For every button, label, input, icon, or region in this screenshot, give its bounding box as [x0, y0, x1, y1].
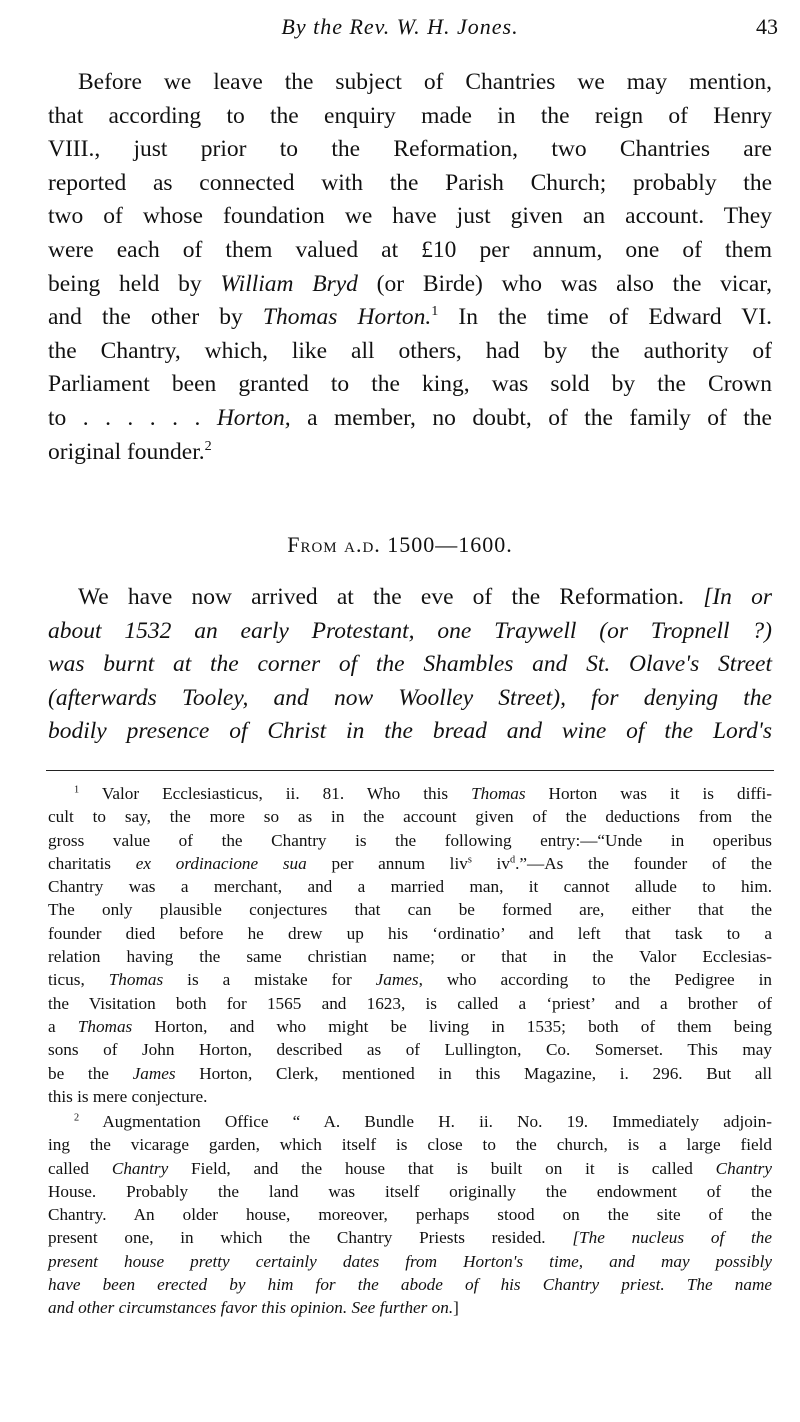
- text-line: [48, 922, 772, 945]
- superscript: 1: [74, 784, 80, 796]
- italic-text: [The nucleus of the: [572, 1228, 772, 1248]
- text-line: [48, 682, 772, 716]
- text-run: reported as connected with the Parish Church; probably the: [48, 169, 772, 196]
- paragraph-chantries: [48, 66, 772, 469]
- text-run: sons of John Horton, described as of Lullington, Co. Somerset. This may: [48, 1040, 772, 1060]
- italic-text: bodily presence of Christ in the bread and wine of the Lord's: [48, 718, 772, 745]
- text-run: Before we leave the subject of Chantries we may mention,: [78, 69, 772, 95]
- text-run: Parliament been granted to the king, was sold by the Crown: [48, 371, 772, 398]
- text-run: Chantry. An older house, moreover, perhaps stood on the site of the: [48, 1205, 772, 1225]
- italic-text: James: [132, 1063, 176, 1083]
- superscript: 1: [431, 303, 439, 320]
- text-run: cult to say, the more so as in the account given of the deductions from the: [48, 807, 772, 827]
- text-line: [48, 852, 772, 875]
- page-number: 43: [756, 14, 778, 39]
- text-run: ticus,: [48, 970, 109, 990]
- text-line: [48, 992, 772, 1015]
- italic-text: Chantry: [715, 1158, 772, 1178]
- text-run: Horton, Clerk, mentioned in this Magazine, i. 296. But all: [175, 1063, 772, 1083]
- text-run: to . . . . . .: [48, 404, 217, 431]
- text-run: per annum liv: [306, 853, 468, 873]
- text-line: [48, 200, 772, 234]
- text-line: [48, 368, 772, 402]
- text-run: ]: [453, 1298, 459, 1318]
- text-run: , who according to the Pedigree in: [418, 970, 772, 990]
- italic-text: Thomas: [77, 1016, 133, 1036]
- text-run: Field, and the house that is built on it is called: [168, 1158, 716, 1178]
- text-run: and the other by: [48, 304, 263, 331]
- text-line: [48, 1038, 772, 1061]
- italic-text: ex ordinacione sua: [135, 853, 307, 873]
- text-run: being held by: [48, 270, 221, 297]
- italic-text: (afterwards Tooley, and now Woolley Street), for denying the: [48, 684, 772, 711]
- text-run: two of whose foundation we have just given an account. They: [48, 203, 772, 230]
- text-line: [48, 1085, 772, 1108]
- footnote-1: [48, 782, 772, 1108]
- italic-text: Thomas: [471, 784, 526, 803]
- footnote-divider: [46, 770, 774, 771]
- text-line: [48, 1296, 772, 1319]
- text-line: [48, 268, 772, 302]
- text-run: In the time of Edward VI.: [438, 304, 772, 331]
- italic-text: and other circumstances favor this opinion. See further on.: [48, 1298, 454, 1318]
- text-run: relation having the same christian name; or that in the Valor Ecclesias-: [48, 947, 772, 967]
- paragraph-reformation: [48, 581, 772, 749]
- text-line: [48, 301, 772, 335]
- text-run: (or Birde) who was also the vicar,: [357, 270, 773, 297]
- superscript: s: [467, 854, 472, 866]
- text-run: a: [48, 1016, 78, 1036]
- italic-text: James: [375, 970, 419, 990]
- text-run: House. Probably the land was itself originally the endowment of the: [48, 1181, 772, 1201]
- text-line: [48, 968, 772, 991]
- text-run: The only plausible conjectures that can be formed are, either that the: [48, 900, 772, 920]
- text-line: [48, 1062, 772, 1085]
- text-run: We have now arrived at the eve of the Reformation.: [78, 584, 704, 610]
- text-line: [48, 1180, 772, 1203]
- text-run: Horton was it is diffi-: [525, 784, 772, 803]
- italic-text: Thomas: [108, 970, 164, 990]
- text-run: be the: [48, 1063, 133, 1083]
- text-run: iv: [471, 853, 510, 873]
- text-run: Horton, and who might be living in 1535; both of them being: [132, 1016, 772, 1036]
- text-line: [48, 1203, 772, 1226]
- superscript: d: [509, 854, 516, 866]
- italic-text: about 1532 an early Protestant, one Traywell (or Tropnell ?): [48, 617, 772, 644]
- footnote-2: [48, 1110, 772, 1320]
- text-line: [48, 1015, 772, 1038]
- text-run: gross value of the Chantry is the following entry:—“Unde in operibus: [48, 830, 772, 850]
- running-title: By the Rev. W. H. Jones.: [281, 14, 519, 39]
- text-run: Valor Ecclesiasticus, ii. 81. Who this: [79, 784, 472, 803]
- text-run: VIII., just prior to the Reformation, two Chantries are: [48, 136, 772, 163]
- text-line: [48, 1157, 772, 1180]
- italic-text: was burnt at the corner of the Shambles and St. Olave's Street: [48, 651, 772, 678]
- text-line: [48, 1110, 772, 1133]
- text-run: ing the vicarage garden, which itself is close to the church, is a large field: [48, 1135, 772, 1155]
- text-line: [48, 581, 772, 615]
- text-line: [48, 875, 772, 898]
- text-run: original founder.: [48, 438, 205, 465]
- text-line: [48, 898, 772, 921]
- text-line: [48, 167, 772, 201]
- text-run: this is mere conjecture.: [48, 1086, 208, 1106]
- text-run: called: [48, 1158, 112, 1178]
- text-line: [48, 648, 772, 682]
- text-line: [48, 1250, 772, 1273]
- section-heading: From a.d. 1500—1600.: [287, 532, 513, 557]
- text-line: [48, 805, 772, 828]
- italic-text: Thomas Horton.: [262, 304, 432, 331]
- text-line: [48, 100, 772, 134]
- text-run: Chantry was a merchant, and a married man, it cannot allude to him.: [48, 877, 772, 897]
- text-line: [48, 715, 772, 749]
- superscript: 2: [74, 1112, 80, 1124]
- text-run: were each of them valued at £10 per annum, one of them: [48, 236, 772, 263]
- running-header: [0, 14, 800, 48]
- text-line: [48, 829, 772, 852]
- text-line: [48, 782, 772, 805]
- text-run: present one, in which the Chantry Priests resided.: [48, 1228, 573, 1248]
- text-run: a member, no doubt, of the family of the: [290, 404, 772, 431]
- text-line: [48, 402, 772, 436]
- text-run: Augmentation Office “ A. Bundle H. ii. No. 19. Immediately adjoin-: [79, 1112, 772, 1131]
- italic-text: have been erected by him for the abode of his Chantry priest. The name: [48, 1275, 772, 1295]
- text-line: [48, 1273, 772, 1296]
- text-run: is a mistake for: [163, 970, 376, 990]
- text-line: [48, 133, 772, 167]
- superscript: 2: [204, 437, 212, 454]
- italic-text: present house pretty certainly dates from Horton's time, and may possibly: [48, 1251, 772, 1271]
- italic-text: William Bryd: [220, 270, 358, 297]
- text-line: [48, 66, 772, 100]
- text-line: [48, 335, 772, 369]
- text-line: [48, 436, 772, 470]
- text-run: the Visitation both for 1565 and 1623, is called a ‘priest’ and a brother of: [48, 993, 772, 1013]
- text-line: [48, 945, 772, 968]
- text-run: founder died before he drew up his ‘ordinatio’ and left that task to a: [48, 923, 772, 943]
- text-line: [48, 1133, 772, 1156]
- text-line: [48, 1226, 772, 1249]
- text-run: the Chantry, which, like all others, had by the authority of: [48, 337, 772, 364]
- text-run: that according to the enquiry made in the reign of Henry: [48, 102, 772, 129]
- text-line: [48, 234, 772, 268]
- text-run: .”—As the founder of the: [515, 853, 772, 873]
- text-line: [48, 615, 772, 649]
- italic-text: [In or: [703, 584, 772, 610]
- text-run: charitatis: [48, 853, 136, 873]
- italic-text: Horton,: [216, 404, 291, 431]
- italic-text: Chantry: [111, 1158, 169, 1178]
